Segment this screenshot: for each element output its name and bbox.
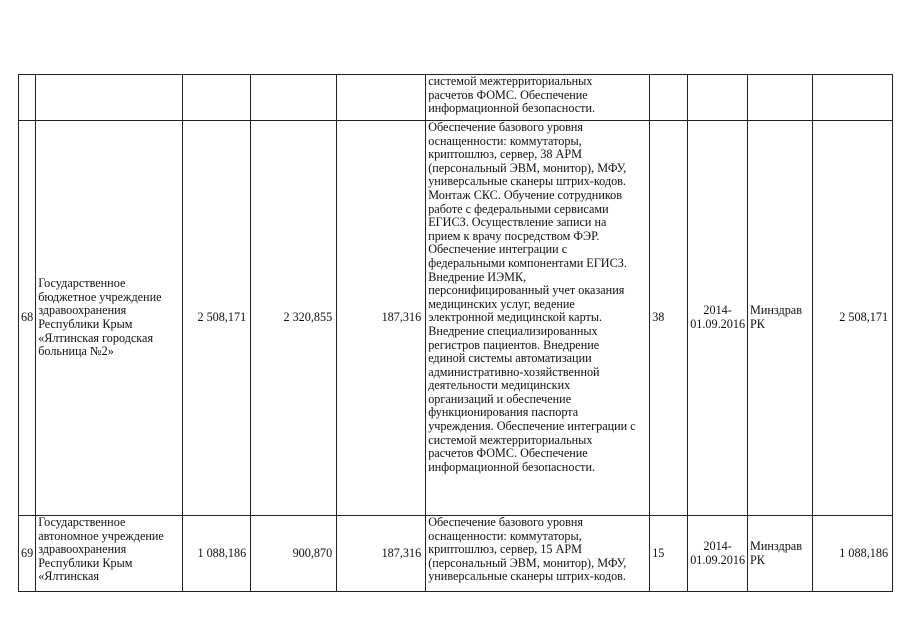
- organization-cell: Государственное бюджетное учреждение здравоохранения Республики Крым «Ялтинская городская больница №2»: [36, 121, 183, 516]
- activities-cell: Обеспечение базового уровня оснащенности: коммутаторы, криптошлюз, сервер, 15 АРМ (персональный ЭВМ, монитор), МФУ, универсальные сканеры штрих-кодов.: [426, 516, 650, 592]
- authority-cell: Минздрав РК: [748, 516, 813, 592]
- authority-cell: [748, 75, 813, 121]
- organization-cell: [36, 75, 183, 121]
- activities-cell: системой межтерриториальных расчетов ФОМС. Обеспечение информационной безопасности.: [426, 75, 650, 121]
- row-number-cell: 68: [19, 121, 36, 516]
- total-cost-cell: 2 508,171: [183, 121, 251, 516]
- amount-cell: 2 508,171: [813, 121, 893, 516]
- workstations-cell: [650, 75, 688, 121]
- total-cost-cell: [183, 75, 251, 121]
- period-cell: [688, 75, 748, 121]
- funding-b-cell: 187,316: [337, 121, 426, 516]
- funding-a-cell: 2 320,855: [251, 121, 337, 516]
- funding-a-cell: 900,870: [251, 516, 337, 592]
- workstations-cell: 15: [650, 516, 688, 592]
- activities-cell: Обеспечение базового уровня оснащенности: коммутаторы, криптошлюз, сервер, 38 АРМ (персональный ЭВМ, монитор), МФУ, универсальные сканеры штрих-кодов. Монтаж СКС. Обучение сотрудников работе с федеральными сервисами ЕГИСЗ. Осуществление записи на прием к врачу посредством ФЭР. Обеспечение интеграции с федеральными компонентами ЕГИСЗ. Внедрение ИЭМК, персонифицированный учет оказания медицинских услуг, ведение электронной медицинской карты. Внедрение специализированных регистров пациентов. Внедрение единой системы автоматизации административно-хозяйственной деятельности медицинских организаций и обеспечение функционирования паспорта учреждения. Обеспечение интеграции с системой межтерриториальных расчетов ФОМС. Обеспечение информационной безопасности.: [426, 121, 650, 516]
- total-cost-cell: 1 088,186: [183, 516, 251, 592]
- funding-a-cell: [251, 75, 337, 121]
- organization-cell: Государственное автономное учреждение здравоохранения Республики Крым «Ялтинская: [36, 516, 183, 592]
- workstations-cell: 38: [650, 121, 688, 516]
- authority-cell: Минздрав РК: [748, 121, 813, 516]
- funding-b-cell: 187,316: [337, 516, 426, 592]
- table-row: [19, 516, 893, 592]
- table-row: [19, 121, 893, 516]
- funding-b-cell: [337, 75, 426, 121]
- table-row: [19, 75, 893, 121]
- row-number-cell: [19, 75, 36, 121]
- amount-cell: 1 088,186: [813, 516, 893, 592]
- period-cell: 2014- 01.09.2016: [688, 516, 748, 592]
- program-table: [18, 74, 893, 592]
- period-cell: 2014- 01.09.2016: [688, 121, 748, 516]
- amount-cell: [813, 75, 893, 121]
- row-number-cell: 69: [19, 516, 36, 592]
